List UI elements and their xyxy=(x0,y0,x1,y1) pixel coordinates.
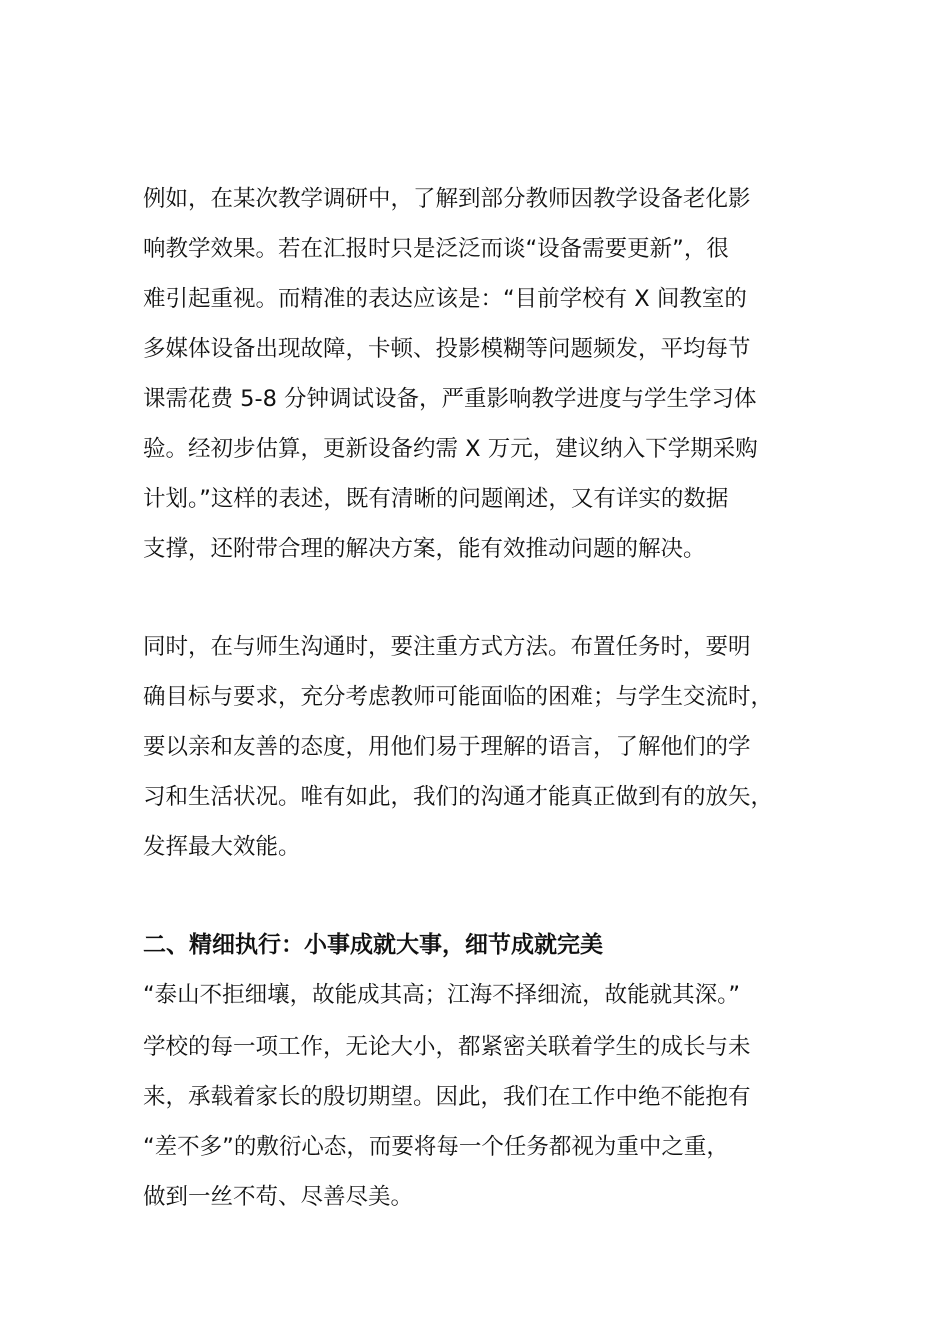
quote-line: “泰山不拒细壤，故能成其高；江海不择细流，故能就其深。” xyxy=(143,982,741,1008)
paragraph-line: 要以亲和友善的态度，用他们易于理解的语言，了解他们的学 xyxy=(143,734,751,760)
paragraph-line: 确目标与要求，充分考虑教师可能面临的困难；与学生交流时， xyxy=(143,684,774,710)
paragraph-line: 难引起重视。而精准的表达应该是：“目前学校有 X 间教室的 xyxy=(143,286,747,312)
paragraph-line: 学校的每一项工作，无论大小，都紧密关联着学生的成长与未 xyxy=(143,1034,751,1060)
paragraph-line: 计划。”这样的表述，既有清晰的问题阐述，又有详实的数据 xyxy=(143,486,729,512)
paragraph-line: 习和生活状况。唯有如此，我们的沟通才能真正做到有的放矢， xyxy=(143,784,774,810)
paragraph-line: 支撑，还附带合理的解决方案，能有效推动问题的解决。 xyxy=(143,536,706,562)
paragraph-line: 验。经初步估算，更新设备约需 X 万元，建议纳入下学期采购 xyxy=(143,436,758,462)
paragraph-line: “差不多”的敷衍心态，而要将每一个任务都视为重中之重， xyxy=(143,1134,729,1160)
paragraph-line: 发挥最大效能。 xyxy=(143,834,301,860)
paragraph-line: 做到一丝不苟、尽善尽美。 xyxy=(143,1184,414,1210)
paragraph-line: 同时，在与师生沟通时，要注重方式方法。布置任务时，要明 xyxy=(143,634,751,660)
paragraph-line: 多媒体设备出现故障，卡顿、投影模糊等问题频发，平均每节 xyxy=(143,336,751,362)
paragraph-line: 来，承载着家长的殷切期望。因此，我们在工作中绝不能抱有 xyxy=(143,1084,751,1110)
paragraph-line: 课需花费 5-8 分钟调试设备，严重影响教学进度与学生学习体 xyxy=(143,386,757,412)
paragraph-line: 例如，在某次教学调研中，了解到部分教师因教学设备老化影 xyxy=(143,186,751,212)
paragraph-line: 响教学效果。若在汇报时只是泛泛而谈“设备需要更新”，很 xyxy=(143,236,729,262)
section-heading: 二、精细执行：小事成就大事，细节成就完美 xyxy=(143,932,603,958)
